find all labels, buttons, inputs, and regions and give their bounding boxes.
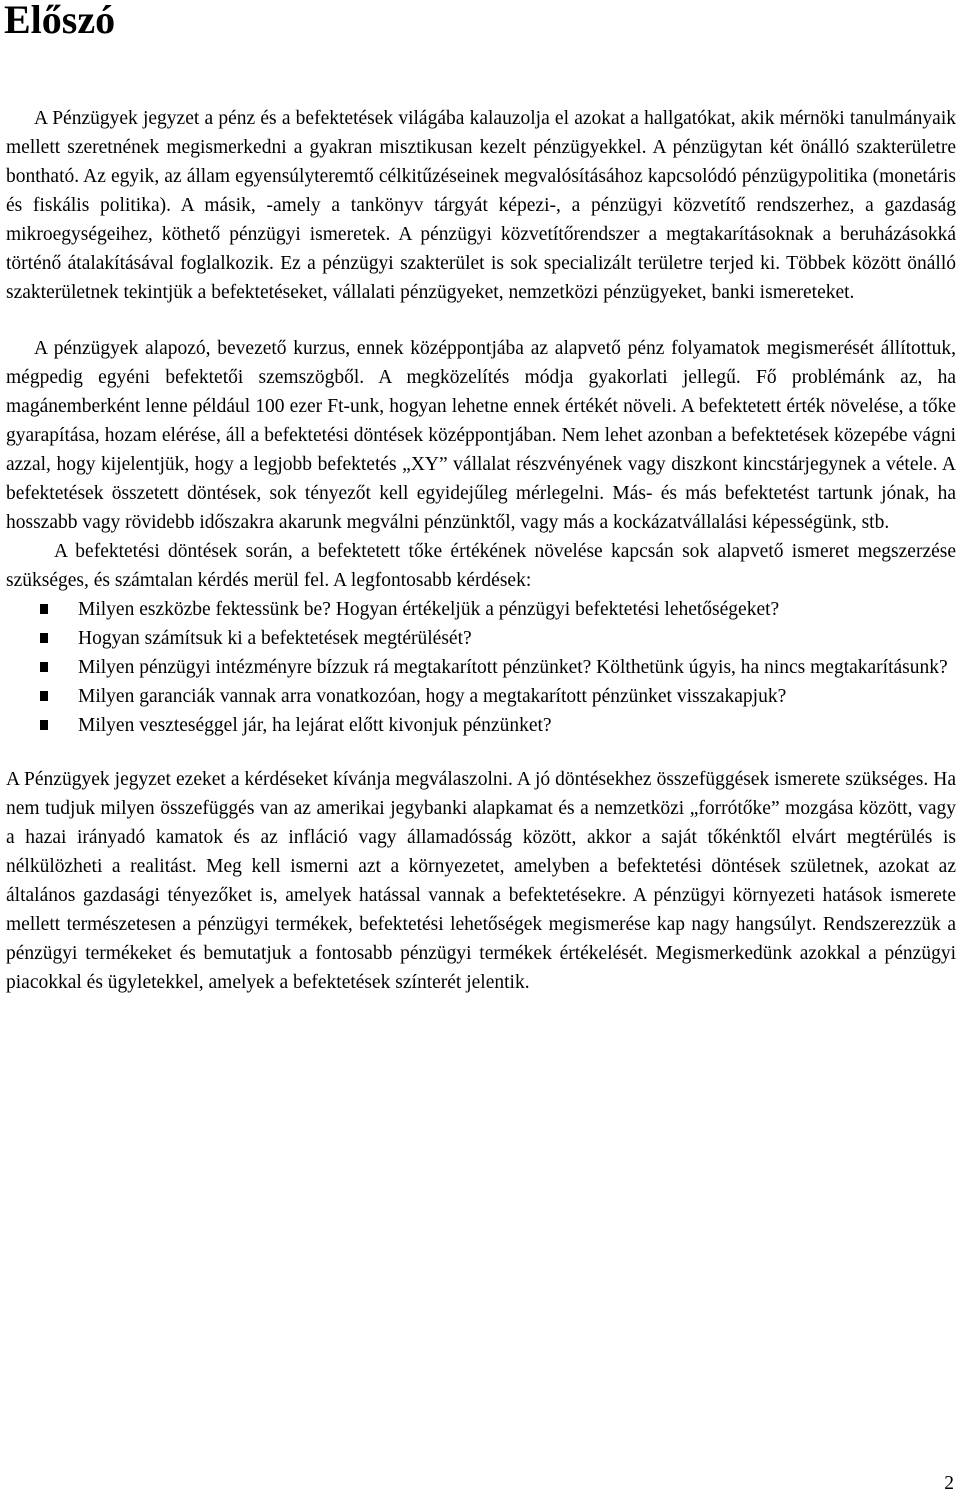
list-item-text: Milyen garanciák vannak arra vonatkozóan, hogy a megtakarított pénzünket visszakapjuk? [78,686,787,707]
page-number: 2 [944,1473,954,1494]
square-bullet-icon [40,662,48,672]
list-item-text: Milyen veszteséggel jár, ha lejárat előtt kivonjuk pénzünket? [78,715,552,736]
list-item-text: Milyen pénzügyi intézményre bízzuk rá megtakarított pénzünket? Költhetünk úgyis, ha nincs megtakarításunk? [78,657,948,678]
square-bullet-icon [40,604,48,614]
list-item [6,653,956,682]
list-item [6,624,956,653]
list-item [6,595,956,624]
square-bullet-icon [40,691,48,701]
list-item [6,711,956,740]
list-item [6,682,956,711]
paragraph-questions-intro: A befektetési döntések során, a befektetett tőke értékének növelése kapcsán sok alapvető ismeret megszerzése szükséges, és számtalan kérdés merül fel. A legfontosabb kérdések: [6,541,956,591]
square-bullet-icon [40,720,48,730]
body-text [6,104,956,997]
question-list [6,595,956,740]
list-item-text: Milyen eszközbe fektessünk be? Hogyan értékeljük a pénzügyi befektetési lehetőségeket? [78,599,780,620]
paragraph-course: A pénzügyek alapozó, bevezető kurzus, ennek középpontjába az alapvető pénz folyamatok megismerését állítottuk, mégpedig egyéni befektetői szemszögből. A megközelítés módja gyakorlati jellegű. Fő problémánk az, ha magánemberként lenne például 100 ezer Ft-unk, hogyan lehetne ennek értékét növeli. A befektetett érték növelése, a tőke gyarapítása, hozam elérése, áll a befektetési döntések középpontjában. Nem lehet azonban a befektetések közepébe vágni azzal, hogy kijelentjük, hogy a legjobb befektetés „XY” vállalat részvényének vagy diszkont kincstárjegynek a vétele. A befektetések összetett döntések, sok tényezőt kell egyidejűleg mérlegelni. Más- és más befektetést tartunk jónak, ha hosszabb vagy rövidebb időszakra akarunk megválni pénzünktől, vagy más a kockázatvállalási képességünk, stb. [6,338,956,533]
list-item-text: Hogyan számítsuk ki a befektetések megtérülését? [78,628,472,649]
paragraph-intro: A Pénzügyek jegyzet a pénz és a befektetések világába kalauzolja el azokat a hallgatókat, akik mérnöki tanulmányaik mellett szeretnének megismerkedni a gyakran misztikusan kezelt pénzügyekkel. A pénzügytan két önálló szakterületre bontható. Az egyik, az állam egyensúlyteremtő célkitűzéseinek megvalósításához kapcsolódó pénzügypolitika (monetáris és fiskális politika). A másik, -amely a tankönyv tárgyát képezi-, a pénzügyi közvetítő rendszerhez, a gazdaság mikroegységeihez, köthető pénzügyi ismeretek. A pénzügyi közvetítőrendszer a megtakarításoknak a beruházásokká történő átalakításával foglalkozik. Ez a pénzügyi szakterület is sok specializált területre terjed ki. Többek között önálló szakterületnek tekintjük a befektetéseket, vállalati pénzügyeket, nemzetközi pénzügyeket, banki ismereteket. [6,108,956,303]
page-title: Előszó [4,0,116,42]
paragraph-conclusion: A Pénzügyek jegyzet ezeket a kérdéseket kívánja megválaszolni. A jó döntésekhez összefüggések ismerete szükséges. Ha nem tudjuk milyen összefüggés van az amerikai jegybanki alapkamat és a nemzetközi „forrótőke” mozgása között, vagy a hazai irányadó kamatok és az infláció vagy államadósság között, akkor a saját tőkénktől elvárt megtérülés is nélkülözheti a realitást. Meg kell ismerni azt a környezetet, amelyben a befektetési döntések születnek, azokat az általános gazdasági tényezőket is, amelyek hatással vannak a befektetésekre. A pénzügyi környezeti hatások ismerete mellett természetesen a pénzügyi termékek, befektetési lehetőségek megismerése kap nagy hangsúlyt. Rendszerezzük a pénzügyi termékeket és bemutatjuk a fontosabb pénzügyi termékek értékelését. Megismerkedünk azokkal a pénzügyi piacokkal és ügyletekkel, amelyek a befektetések színterét jelentik. [6,769,956,993]
square-bullet-icon [40,633,48,643]
